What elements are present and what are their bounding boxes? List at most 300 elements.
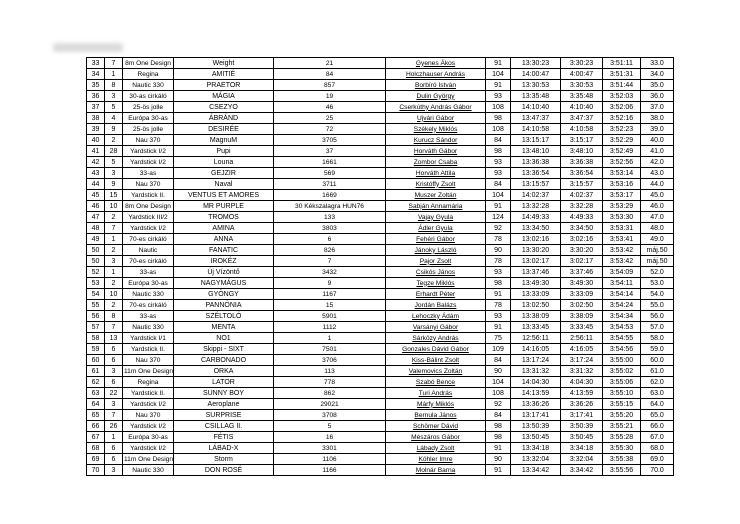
elapsed-time-cell: 4:10:58 <box>561 124 603 135</box>
skipper-link[interactable]: Bernula János <box>386 410 486 421</box>
yardstick-cell: 98 <box>486 421 511 432</box>
boat-name-cell: MR PURPLE <box>174 201 274 212</box>
table-row <box>87 410 674 421</box>
elapsed-time-cell: 3:36:26 <box>561 399 603 410</box>
finish-time-cell: 13:50:39 <box>511 421 561 432</box>
class-rank-cell: 8 <box>105 80 123 91</box>
corrected-time-cell: 3:52:29 <box>603 135 641 146</box>
elapsed-time-cell: 3:37:46 <box>561 267 603 278</box>
boat-name-cell: Storm <box>174 454 274 465</box>
points-cell: 33.0 <box>641 58 674 69</box>
yardstick-cell: 91 <box>486 443 511 454</box>
elapsed-time-cell: 3:30:20 <box>561 245 603 256</box>
elapsed-time-cell: 4:02:37 <box>561 190 603 201</box>
skipper-link[interactable]: Erhardt Péter <box>386 289 486 300</box>
class-name-cell: Yardstick I/2 <box>123 157 174 168</box>
class-name-cell: Nautic 330 <box>123 289 174 300</box>
elapsed-time-cell: 3:30:23 <box>561 58 603 69</box>
corrected-time-cell: 3:55:20 <box>603 410 641 421</box>
finish-time-cell: 14:00:47 <box>511 69 561 80</box>
class-rank-cell: 15 <box>105 190 123 201</box>
skipper-link[interactable]: Kiss-Bálint Zsolt <box>386 355 486 366</box>
class-rank-cell: 7 <box>105 58 123 69</box>
points-cell: máj.50 <box>641 256 674 267</box>
corrected-time-cell: 3:55:56 <box>603 465 641 476</box>
corrected-time-cell: 3:54:53 <box>603 322 641 333</box>
elapsed-time-cell: 3:34:18 <box>561 443 603 454</box>
class-rank-cell: 4 <box>105 113 123 124</box>
rank-cell: 65 <box>87 410 105 421</box>
sail-number-cell: 826 <box>274 245 386 256</box>
sail-number-cell: 3705 <box>274 135 386 146</box>
yardstick-cell: 90 <box>486 454 511 465</box>
elapsed-time-cell: 3:02:16 <box>561 234 603 245</box>
skipper-link[interactable]: Márfy Miklós <box>386 399 486 410</box>
skipper-link[interactable]: Tegze Miklós <box>386 278 486 289</box>
skipper-link[interactable]: Gonzales Dávid Gábor <box>386 344 486 355</box>
class-name-cell: Európa 30-as <box>123 113 174 124</box>
sail-number-cell: 1106 <box>274 454 386 465</box>
class-name-cell: Regina <box>123 377 174 388</box>
boat-name-cell: MENTA <box>174 322 274 333</box>
skipper-link[interactable]: Cserkúthy András Gábor <box>386 102 486 113</box>
sail-number-cell: 1661 <box>274 157 386 168</box>
sail-number-cell: 5901 <box>274 311 386 322</box>
rank-cell: 52 <box>87 267 105 278</box>
skipper-link[interactable]: Dulin György <box>386 91 486 102</box>
class-rank-cell: 8 <box>105 311 123 322</box>
rank-cell: 43 <box>87 168 105 179</box>
finish-time-cell: 13:36:38 <box>511 157 561 168</box>
corrected-time-cell: 3:55:10 <box>603 388 641 399</box>
table-row <box>87 190 674 201</box>
skipper-link[interactable]: Csikós János <box>386 267 486 278</box>
rank-cell: 42 <box>87 157 105 168</box>
skipper-link[interactable]: Jánoky László <box>386 245 486 256</box>
elapsed-time-cell: 3:36:38 <box>561 157 603 168</box>
table-row <box>87 91 674 102</box>
table-row <box>87 102 674 113</box>
finish-time-cell: 13:48:10 <box>511 146 561 157</box>
class-rank-cell: 2 <box>105 212 123 223</box>
class-rank-cell: 22 <box>105 388 123 399</box>
finish-time-cell: 13:36:54 <box>511 168 561 179</box>
sail-number-cell: 7501 <box>274 344 386 355</box>
points-cell: 42.0 <box>641 157 674 168</box>
class-rank-cell: 6 <box>105 355 123 366</box>
boat-name-cell: CARBONADO <box>174 355 274 366</box>
table-row <box>87 113 674 124</box>
boat-name-cell: FÉTIS <box>174 432 274 443</box>
class-rank-cell: 10 <box>105 289 123 300</box>
rank-cell: 38 <box>87 113 105 124</box>
class-rank-cell: 3 <box>105 91 123 102</box>
corrected-time-cell: 3:54:34 <box>603 311 641 322</box>
class-rank-cell: 1 <box>105 69 123 80</box>
skipper-link[interactable]: Horváth Attila <box>386 168 486 179</box>
page-edge-artifact <box>53 43 123 52</box>
skipper-link[interactable]: Ujvári Gábor <box>386 113 486 124</box>
class-name-cell: 70-es cirkáló <box>123 256 174 267</box>
class-name-cell: Nautic 330 <box>123 465 174 476</box>
finish-time-cell: 13:30:53 <box>511 80 561 91</box>
elapsed-time-cell: 3:30:53 <box>561 80 603 91</box>
yardstick-cell: 109 <box>486 344 511 355</box>
boat-name-cell: SURPRISE <box>174 410 274 421</box>
class-rank-cell: 6 <box>105 377 123 388</box>
boat-name-cell: NAGYMÁGUS <box>174 278 274 289</box>
points-cell: 34.0 <box>641 69 674 80</box>
skipper-link[interactable]: Valemovics Zoltán <box>386 366 486 377</box>
class-rank-cell: 9 <box>105 179 123 190</box>
class-rank-cell: 10 <box>105 201 123 212</box>
yardstick-cell: 91 <box>486 201 511 212</box>
results-table <box>86 57 674 476</box>
class-rank-cell: 7 <box>105 223 123 234</box>
yardstick-cell: 108 <box>486 102 511 113</box>
elapsed-time-cell: 3:47:37 <box>561 113 603 124</box>
sail-number-cell: 3803 <box>274 223 386 234</box>
points-cell: 44.0 <box>641 179 674 190</box>
table-row <box>87 311 674 322</box>
finish-time-cell: 14:10:58 <box>511 124 561 135</box>
points-cell: 49.0 <box>641 234 674 245</box>
corrected-time-cell: 3:55:30 <box>603 443 641 454</box>
class-name-cell: Yardstick I/1 <box>123 333 174 344</box>
rank-cell: 53 <box>87 278 105 289</box>
yardstick-cell: 104 <box>486 190 511 201</box>
rank-cell: 60 <box>87 355 105 366</box>
boat-name-cell: Naval <box>174 179 274 190</box>
finish-time-cell: 13:33:09 <box>511 289 561 300</box>
skipper-link[interactable]: Sabján Annamária <box>386 201 486 212</box>
points-cell: 45.0 <box>641 190 674 201</box>
class-name-cell: Nau 370 <box>123 355 174 366</box>
rank-cell: 57 <box>87 322 105 333</box>
yardstick-cell: 84 <box>486 410 511 421</box>
table-row <box>87 443 674 454</box>
table-row <box>87 245 674 256</box>
boat-name-cell: Új Vízöntő <box>174 267 274 278</box>
rank-cell: 33 <box>87 58 105 69</box>
class-rank-cell: 28 <box>105 146 123 157</box>
skipper-link[interactable]: Gyenes Ákos <box>386 58 486 69</box>
skipper-link[interactable]: Borbíró István <box>386 80 486 91</box>
skipper-link[interactable]: Székely Miklós <box>386 124 486 135</box>
points-cell: 52.0 <box>641 267 674 278</box>
yardstick-cell: 93 <box>486 267 511 278</box>
sail-number-cell: 1167 <box>274 289 386 300</box>
skipper-link[interactable]: Horváth Gábor <box>386 146 486 157</box>
corrected-time-cell: 3:54:24 <box>603 300 641 311</box>
table-row <box>87 157 674 168</box>
class-rank-cell: 2 <box>105 245 123 256</box>
elapsed-time-cell: 3:17:41 <box>561 410 603 421</box>
finish-time-cell: 13:30:23 <box>511 58 561 69</box>
points-cell: 68.0 <box>641 443 674 454</box>
table-row <box>87 135 674 146</box>
rank-cell: 56 <box>87 311 105 322</box>
finish-time-cell: 13:50:45 <box>511 432 561 443</box>
sail-number-cell: 72 <box>274 124 386 135</box>
rank-cell: 36 <box>87 91 105 102</box>
points-cell: 41.0 <box>641 146 674 157</box>
rank-cell: 70 <box>87 465 105 476</box>
table-row <box>87 80 674 91</box>
boat-name-cell: LATOR <box>174 377 274 388</box>
elapsed-time-cell: 4:49:33 <box>561 212 603 223</box>
rank-cell: 64 <box>87 399 105 410</box>
points-cell: 66.0 <box>641 421 674 432</box>
skipper-link[interactable]: Kurucz Sándor <box>386 135 486 146</box>
skipper-link[interactable]: Pajor Zsolt <box>386 256 486 267</box>
table-row <box>87 366 674 377</box>
points-cell: 54.0 <box>641 289 674 300</box>
finish-time-cell: 13:47:37 <box>511 113 561 124</box>
class-name-cell: 11m One Design <box>124 367 173 375</box>
yardstick-cell: 108 <box>486 388 511 399</box>
boat-name-cell: IROKÉZ <box>174 256 274 267</box>
points-cell: 48.0 <box>641 223 674 234</box>
finish-time-cell: 13:02:16 <box>511 234 561 245</box>
corrected-time-cell: 3:51:31 <box>603 69 641 80</box>
finish-time-cell: 13:17:41 <box>511 410 561 421</box>
skipper-link[interactable]: Varsányi Gábor <box>386 322 486 333</box>
skipper-link[interactable]: Zombor Csaba <box>386 157 486 168</box>
elapsed-time-cell: 3:49:30 <box>561 278 603 289</box>
yardstick-cell: 84 <box>486 135 511 146</box>
corrected-time-cell: 3:54:56 <box>603 344 641 355</box>
skipper-link[interactable]: Mészáros Gábor <box>386 432 486 443</box>
class-rank-cell: 2 <box>105 135 123 146</box>
class-name-cell: 70-es cirkáló <box>123 300 174 311</box>
class-rank-cell: 3 <box>105 465 123 476</box>
rank-cell: 48 <box>87 223 105 234</box>
corrected-time-cell: 3:53:41 <box>603 234 641 245</box>
elapsed-time-cell: 4:10:40 <box>561 102 603 113</box>
rank-cell: 34 <box>87 69 105 80</box>
rank-cell: 66 <box>87 421 105 432</box>
yardstick-cell: 98 <box>486 432 511 443</box>
elapsed-time-cell: 3:35:48 <box>561 91 603 102</box>
sail-number-cell: 3708 <box>274 410 386 421</box>
table-row <box>87 124 674 135</box>
points-cell: 47.0 <box>641 212 674 223</box>
table-row <box>87 454 674 465</box>
corrected-time-cell: 3:53:42 <box>603 256 641 267</box>
sail-number-cell: 3301 <box>274 443 386 454</box>
table-row <box>87 421 674 432</box>
rank-cell: 35 <box>87 80 105 91</box>
boat-name-cell: DESIRÉE <box>174 124 274 135</box>
finish-time-cell: 13:32:04 <box>511 454 561 465</box>
class-name-cell: 70-es cirkáló <box>123 234 174 245</box>
class-rank-cell: 2 <box>105 278 123 289</box>
yardstick-cell: 91 <box>486 322 511 333</box>
elapsed-time-cell: 3:34:42 <box>561 465 603 476</box>
points-cell: 67.0 <box>641 432 674 443</box>
points-cell: 37.0 <box>641 102 674 113</box>
points-cell: 63.0 <box>641 388 674 399</box>
elapsed-time-cell: 3:02:50 <box>561 300 603 311</box>
sail-number-cell: 46 <box>274 102 386 113</box>
skipper-link[interactable]: Muszer Zoltán <box>386 190 486 201</box>
sail-number-cell: 778 <box>274 377 386 388</box>
corrected-time-cell: 3:55:06 <box>603 377 641 388</box>
corrected-time-cell: 3:54:11 <box>603 278 641 289</box>
points-cell: 38.0 <box>641 113 674 124</box>
finish-time-cell: 13:15:17 <box>511 135 561 146</box>
table-row <box>87 289 674 300</box>
table-row <box>87 212 674 223</box>
skipper-link[interactable]: Sárközy András <box>386 333 486 344</box>
boat-name-cell: LÁBAD-X <box>174 443 274 454</box>
yardstick-cell: 84 <box>486 179 511 190</box>
skipper-link[interactable]: Ádler Gyula <box>386 223 486 234</box>
class-name-cell: Nau 370 <box>123 135 174 146</box>
skipper-link[interactable]: Kristóffy Zsolt <box>386 179 486 190</box>
rank-cell: 59 <box>87 344 105 355</box>
skipper-link[interactable]: Lábady Zsolt <box>386 443 486 454</box>
boat-name-cell: Skippi - SIXT <box>174 344 274 355</box>
elapsed-time-cell: 4:00:47 <box>561 69 603 80</box>
class-rank-cell: 3 <box>105 399 123 410</box>
points-cell: 69.0 <box>641 454 674 465</box>
table-row <box>87 432 674 443</box>
finish-time-cell: 13:36:26 <box>511 399 561 410</box>
boat-name-cell: GEJZIR <box>174 168 274 179</box>
points-cell: 35.0 <box>641 80 674 91</box>
corrected-time-cell: 3:52:16 <box>603 113 641 124</box>
table-row <box>87 344 674 355</box>
corrected-time-cell: 3:51:11 <box>603 58 641 69</box>
skipper-link[interactable]: Szabó Bence <box>386 377 486 388</box>
boat-name-cell: ANNA <box>174 234 274 245</box>
yardstick-cell: 90 <box>486 245 511 256</box>
boat-name-cell: MagnuM <box>174 135 274 146</box>
rank-cell: 55 <box>87 300 105 311</box>
class-name-cell: Nau 370 <box>123 410 174 421</box>
table-row <box>87 322 674 333</box>
corrected-time-cell: 3:53:16 <box>603 179 641 190</box>
corrected-time-cell: 3:53:17 <box>603 190 641 201</box>
sail-number-cell: 30 Kékszalagra HUN76 <box>274 201 386 212</box>
corrected-time-cell: 3:53:29 <box>603 201 641 212</box>
boat-name-cell: NO1 <box>174 333 274 344</box>
points-cell: 43.0 <box>641 168 674 179</box>
rank-cell: 37 <box>87 102 105 113</box>
skipper-link[interactable]: Schömer Dávid <box>386 421 486 432</box>
class-name-cell: Yardstick II. <box>123 190 174 201</box>
skipper-link[interactable]: Köhler Imre <box>386 454 486 465</box>
corrected-time-cell: 3:54:14 <box>603 289 641 300</box>
points-cell: 56.0 <box>641 311 674 322</box>
sail-number-cell: 569 <box>274 168 386 179</box>
skipper-link[interactable]: Fehéri Gábor <box>386 234 486 245</box>
class-rank-cell: 9 <box>105 124 123 135</box>
elapsed-time-cell: 3:36:54 <box>561 168 603 179</box>
rank-cell: 61 <box>87 366 105 377</box>
table-row <box>87 223 674 234</box>
boat-name-cell: PANNÓNIA <box>174 300 274 311</box>
points-cell: máj.50 <box>641 245 674 256</box>
sail-number-cell: 5 <box>274 421 386 432</box>
class-name-cell: Yardstick III/2 <box>123 212 174 223</box>
corrected-time-cell: 3:51:44 <box>603 80 641 91</box>
class-name-cell: Yardstick I/2 <box>123 146 174 157</box>
boat-name-cell: FANATIC <box>174 245 274 256</box>
sail-number-cell: 1669 <box>274 190 386 201</box>
rank-cell: 45 <box>87 190 105 201</box>
sail-number-cell: 6 <box>274 234 386 245</box>
finish-time-cell: 13:17:24 <box>511 355 561 366</box>
sail-number-cell: 1112 <box>274 322 386 333</box>
elapsed-time-cell: 3:33:45 <box>561 322 603 333</box>
elapsed-time-cell: 3:38:09 <box>561 311 603 322</box>
boat-name-cell: SZÉLTOLÓ <box>174 311 274 322</box>
class-name-cell: 8m One Design <box>123 201 174 212</box>
boat-name-cell: CSILLAG II. <box>174 421 274 432</box>
skipper-link[interactable]: Holczhauser András <box>386 69 486 80</box>
rank-cell: 50 <box>87 245 105 256</box>
sail-number-cell: 37 <box>274 146 386 157</box>
yardstick-cell: 92 <box>486 223 511 234</box>
corrected-time-cell: 3:52:23 <box>603 124 641 135</box>
corrected-time-cell: 3:55:21 <box>603 421 641 432</box>
elapsed-time-cell: 3:34:50 <box>561 223 603 234</box>
finish-time-cell: 13:49:30 <box>511 278 561 289</box>
class-rank-cell: 5 <box>105 102 123 113</box>
skipper-link[interactable]: Molnár Barna <box>386 465 486 476</box>
sail-number-cell: 9 <box>274 278 386 289</box>
elapsed-time-cell: 3:48:10 <box>561 146 603 157</box>
elapsed-time-cell: 3:15:17 <box>561 135 603 146</box>
elapsed-time-cell: 4:04:30 <box>561 377 603 388</box>
table-row <box>87 399 674 410</box>
skipper-link[interactable]: Jordán Balázs <box>386 300 486 311</box>
skipper-link[interactable]: Vajay Gyula <box>386 212 486 223</box>
boat-name-cell: MÁGIA <box>174 91 274 102</box>
yardstick-cell: 91 <box>486 58 511 69</box>
class-name-cell: Yardstick II. <box>123 388 174 399</box>
finish-time-cell: 14:13:59 <box>511 388 561 399</box>
yardstick-cell: 124 <box>486 212 511 223</box>
class-name-cell: Európa 30-as <box>123 432 174 443</box>
class-name-cell: Yardstick I/2 <box>123 421 174 432</box>
boat-name-cell: DON ROSÉ <box>174 465 274 476</box>
boat-name-cell: VENTUS ET AMORES <box>174 190 274 201</box>
class-name-cell: Nautic <box>123 245 174 256</box>
sail-number-cell: 21 <box>274 58 386 69</box>
yardstick-cell: 75 <box>486 333 511 344</box>
sail-number-cell: 3711 <box>274 179 386 190</box>
class-name-cell: 30-as cirkáló <box>123 91 174 102</box>
elapsed-time-cell: 3:02:17 <box>561 256 603 267</box>
sail-number-cell: 862 <box>274 388 386 399</box>
rank-cell: 58 <box>87 333 105 344</box>
class-name-cell: Nau 370 <box>123 179 174 190</box>
yardstick-cell: 93 <box>486 91 511 102</box>
class-name-cell: Yardstick II. <box>123 344 174 355</box>
finish-time-cell: 13:34:50 <box>511 223 561 234</box>
finish-time-cell: 14:49:33 <box>511 212 561 223</box>
yardstick-cell: 91 <box>486 465 511 476</box>
skipper-link[interactable]: Turi András <box>386 388 486 399</box>
yardstick-cell: 90 <box>486 366 511 377</box>
class-rank-cell: 3 <box>105 366 123 377</box>
skipper-link[interactable]: Lehoczky Ádám <box>386 311 486 322</box>
finish-time-cell: 13:33:45 <box>511 322 561 333</box>
